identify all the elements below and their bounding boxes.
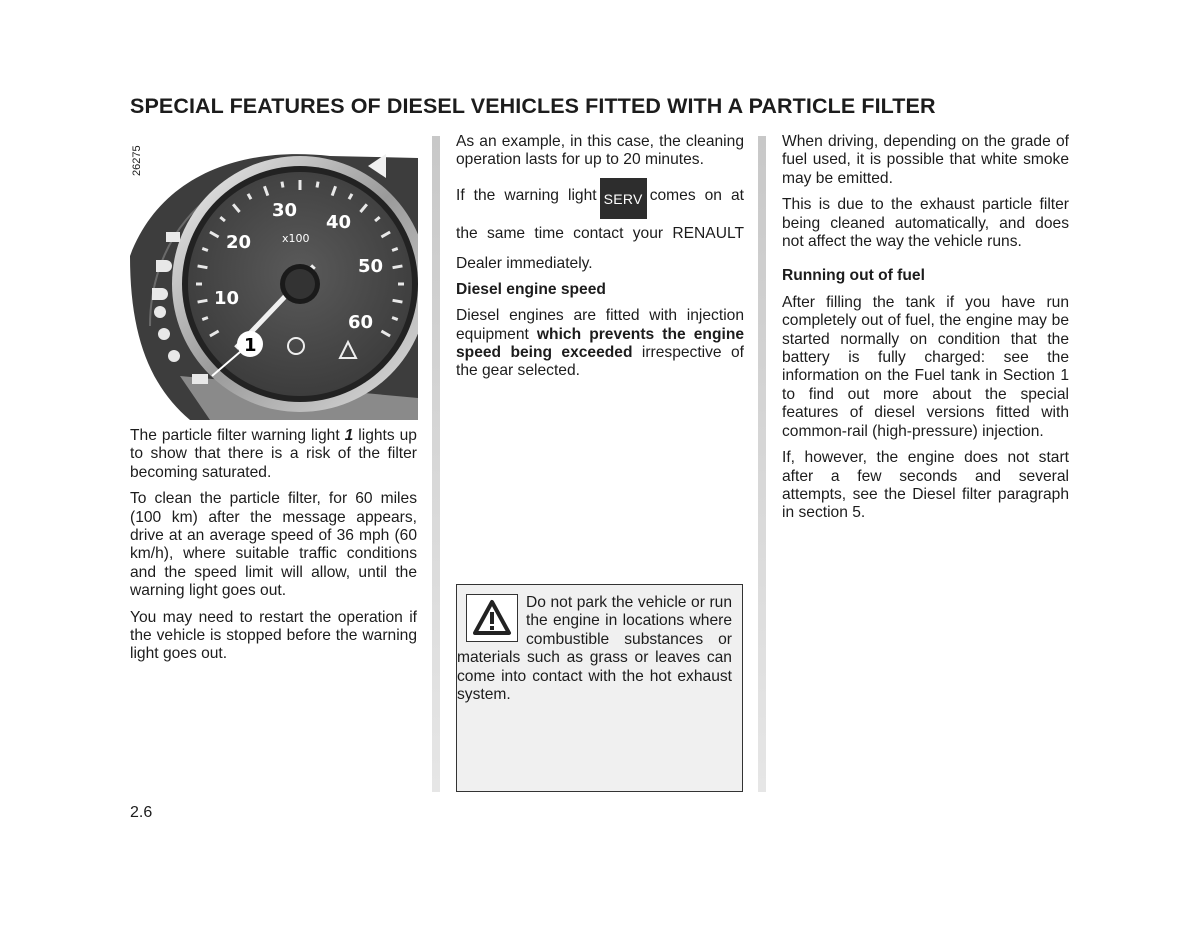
dial-tick <box>198 300 208 302</box>
page-title: SPECIAL FEATURES OF DIESEL VEHICLES FITTED WITH A PARTICLE FILTER <box>130 94 936 118</box>
column-1 <box>130 427 417 672</box>
column-divider <box>432 136 440 792</box>
dial-tick <box>317 182 318 188</box>
paragraph: The particle filter warning light 1 lights up to show that there is a risk of the filter becoming saturated. <box>130 427 417 481</box>
gauge-label-30: 30 <box>272 200 298 221</box>
gauge-label-40: 40 <box>326 212 352 233</box>
dial-tick <box>392 318 398 320</box>
reference-number: 1 <box>344 427 354 444</box>
tachometer-illustration <box>130 136 418 420</box>
section-heading: Diesel engine speed <box>456 280 606 298</box>
paragraph: If the warning light SERV comes on at the same time contact your RENAULT Dealer immediately. <box>456 178 744 279</box>
paragraph: This is due to the exhaust particle filter being cleaned automatically, and does not affect the way the vehicle runs. <box>782 196 1069 251</box>
gauge-label-60: 60 <box>348 312 374 333</box>
paragraph: Diesel engines are fitted with injection equipment which prevents the engine speed being exceeded irrespective of the gear selected. <box>456 307 745 380</box>
dial-tick <box>393 266 403 268</box>
paragraph: To clean the particle filter, for 60 miles (100 km) after the message appears, drive at an average speed of 36 mph (60 km/h), where suitable traffic conditions and the speed limit will allow, until the warning light goes out. <box>130 490 417 600</box>
gauge-label-20: 20 <box>226 232 252 253</box>
gauge-label-10: 10 <box>214 288 240 309</box>
warning-text: Do not park the vehicle or run the engine in locations where combustible substances or materials such as grass or leaves can come into contact with the hot exhaust system. <box>457 594 732 704</box>
dial-tick <box>393 300 403 302</box>
warning-icon <box>466 594 518 642</box>
gauge-multiplier: x100 <box>282 232 310 245</box>
dial-tick <box>282 182 283 188</box>
page-number: 2.6 <box>130 804 153 821</box>
dial-tick <box>202 248 208 250</box>
dial-tick <box>198 266 208 268</box>
column-divider <box>758 136 766 792</box>
column-2 <box>456 133 744 389</box>
serv-warning-icon: SERV <box>600 178 647 219</box>
tachometer-figure <box>130 136 418 420</box>
callout-number: 1 <box>244 335 257 356</box>
paragraph: As an example, in this case, the cleaning operation lasts for up to 20 minutes. <box>456 133 744 169</box>
paragraph: If, however, the engine does not start after a few seconds and several attempts, see the Diesel filter paragraph in section 5. <box>782 449 1069 522</box>
column-3 <box>782 133 1069 531</box>
warning-box <box>456 584 743 792</box>
gauge-label-50: 50 <box>358 256 384 277</box>
figure-code: 26275 <box>131 145 143 176</box>
paragraph: You may need to restart the operation if the vehicle is stopped before the warning light goes out. <box>130 608 417 663</box>
dial-tick <box>202 318 208 320</box>
dial-tick <box>392 248 398 250</box>
paragraph: When driving, depending on the grade of fuel used, it is possible that white smoke may be emitted. <box>782 133 1069 187</box>
section-heading: Running out of fuel <box>782 267 925 285</box>
paragraph: After filling the tank if you have run completely out of fuel, the engine may be started normally on condition that the battery is fully charged: see the information on the Fuel tank in Section 1 to find out more about the special features of diesel versions fitted with common-rail (high-pressure) injection. <box>782 293 1069 440</box>
